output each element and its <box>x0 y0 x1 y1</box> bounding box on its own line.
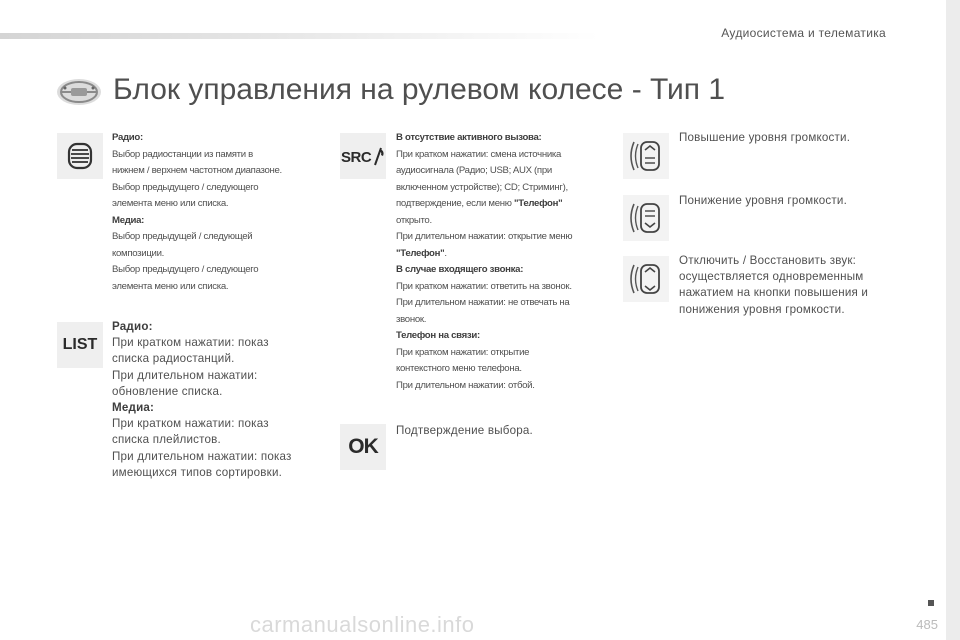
ok-button-icon <box>340 424 386 470</box>
radio-heading: Радио: <box>112 320 153 333</box>
page-marker <box>928 600 934 606</box>
radio-media-scroll-description <box>112 130 327 295</box>
text-line: имеющихся типов сортировки. <box>112 465 283 479</box>
page-number: 485 <box>916 617 938 632</box>
text-line: нижнем / верхнем частотном диапазоне. <box>112 165 282 176</box>
text-line: композиции. <box>112 247 164 259</box>
phone-active-heading: Телефон на связи: <box>396 330 480 341</box>
text-line: элемента меню или списка. <box>112 198 229 209</box>
page-title: Блок управления на рулевом колесе - Тип 1 <box>113 73 726 106</box>
text-line: осуществляется одновременным <box>679 270 864 284</box>
media-heading: Медиа: <box>112 214 145 226</box>
text-line: обновление списка. <box>112 384 223 398</box>
text-line <box>396 196 611 213</box>
text-line: При длительном нажатии: открытие меню <box>396 231 573 242</box>
list-button-icon <box>57 322 103 368</box>
text-line: контекстного меню телефона. <box>396 363 522 374</box>
text-line: При кратком нажатии: показ <box>112 417 269 431</box>
text-line: включенном устройстве); CD; Стриминг), <box>396 181 568 193</box>
text-line: При кратком нажатии: ответить на звонок. <box>396 280 572 292</box>
text-line: Выбор радиостанции из памяти в <box>112 148 253 160</box>
radio-heading: Радио: <box>112 132 143 143</box>
text-line: При кратком нажатии: показ <box>112 336 269 350</box>
mute-description <box>679 253 909 318</box>
text-line: понижения уровня громкости. <box>679 302 845 316</box>
src-phone-description <box>396 130 611 394</box>
text-line: аудиосигнала (Радио; USB; AUX (при <box>396 165 552 176</box>
volume-up-description: Повышение уровня громкости. <box>679 131 851 144</box>
scroll-wheel-icon <box>57 133 103 179</box>
no-call-heading: В отсутствие активного вызова: <box>396 132 542 143</box>
ok-description: Подтверждение выбора. <box>396 424 533 437</box>
text-line: При длительном нажатии: не отвечать на <box>396 297 570 308</box>
text-line <box>396 246 611 263</box>
text-line: При длительном нажатии: <box>112 368 258 382</box>
text-fragment: подтверждение, если меню <box>396 198 514 209</box>
media-heading: Медиа: <box>112 401 155 415</box>
text-line: Выбор предыдущего / следующего <box>112 181 259 193</box>
phone-menu-ref: "Телефон" <box>514 198 563 209</box>
text-line: При кратком нажатии: смена источника <box>396 148 562 160</box>
phone-menu-ref: "Телефон" <box>396 247 445 259</box>
text-line: нажатием на кнопки повышения и <box>679 286 869 300</box>
text-line: Отключить / Восстановить звук: <box>679 254 857 267</box>
volume-up-button-icon <box>623 133 669 179</box>
text-line: Выбор предыдущей / следующей <box>112 231 253 242</box>
text-line: При длительном нажатии: отбой. <box>396 379 535 391</box>
page-edge-strip <box>946 0 960 640</box>
list-button-description <box>112 319 332 481</box>
src-icon-label: SRC <box>341 149 372 166</box>
ok-icon-label: OK <box>348 435 378 458</box>
text-line: списка плейлистов. <box>112 433 221 447</box>
section-title: Аудиосистема и телематика <box>721 26 886 40</box>
src-phone-button-icon <box>340 133 386 179</box>
text-line: списка радиостанций. <box>112 352 235 366</box>
mute-button-icon <box>623 256 669 302</box>
text-line: элемента меню или списка. <box>112 280 229 292</box>
text-line: Выбор предыдущего / следующего <box>112 264 259 275</box>
list-icon-label: LIST <box>62 336 98 353</box>
text-line: открыто. <box>396 214 432 226</box>
text-fragment: . <box>444 247 447 259</box>
watermark: carmanualsonline.info <box>250 612 475 637</box>
text-line: При кратком нажатии: открытие <box>396 346 530 358</box>
incoming-call-heading: В случае входящего звонка: <box>396 264 524 275</box>
volume-down-button-icon <box>623 195 669 241</box>
text-line: звонок. <box>396 313 427 325</box>
volume-down-description: Понижение уровня громкости. <box>679 194 847 207</box>
text-line: При длительном нажатии: показ <box>112 449 292 463</box>
header-bar <box>0 33 600 39</box>
steering-wheel-icon <box>56 78 102 106</box>
